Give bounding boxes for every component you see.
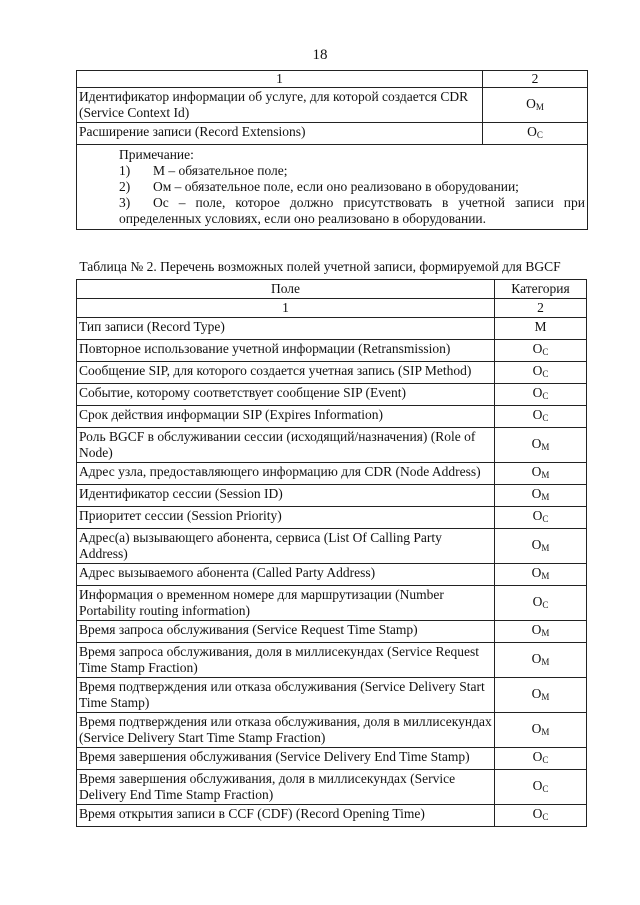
- category-cell: [483, 88, 588, 123]
- column-number-1: 1: [77, 299, 495, 318]
- table-row: [77, 678, 587, 713]
- table-row: [77, 586, 587, 621]
- category-letter: О: [531, 565, 542, 580]
- category-subscript: С: [542, 514, 549, 524]
- category-subscript: С: [542, 599, 549, 610]
- category-cell: [495, 770, 587, 805]
- category-letter: О: [531, 685, 542, 701]
- table-row: [77, 770, 587, 805]
- table-row: [77, 88, 588, 123]
- field-name-cell: Время подтверждения или отказа обслуживания (Service Delivery Start Time Stamp): [77, 678, 495, 713]
- category-letter: О: [532, 407, 543, 422]
- column-number-row: [77, 71, 588, 88]
- field-name-cell: Тип записи (Record Type): [77, 318, 495, 340]
- field-name-cell: Идентификатор сессии (Session ID): [77, 485, 495, 507]
- field-name-cell: Приоритет сессии (Session Priority): [77, 507, 495, 529]
- category-subscript: С: [542, 391, 549, 401]
- note-item-text: Ос – поле, которое должно присутствовать в учетной записи при определенных условиях, если оно реализовано в оборудовании.: [119, 195, 585, 226]
- table-row: [77, 340, 587, 362]
- column-number-2: 2: [495, 299, 587, 318]
- field-name-cell: Событие, которому соответствует сообщение SIP (Event): [77, 384, 495, 406]
- table-row: [77, 748, 587, 770]
- category-letter: О: [532, 749, 543, 764]
- column-number-row: [77, 299, 587, 318]
- table-row: [77, 564, 587, 586]
- category-cell: [495, 643, 587, 678]
- category-cell: [495, 529, 587, 564]
- category-cell: [495, 621, 587, 643]
- fields-table-continued: [76, 70, 588, 230]
- category-letter: О: [531, 486, 542, 501]
- column-number-2: 2: [483, 71, 588, 88]
- page-number: 18: [312, 47, 328, 63]
- category-cell: [495, 340, 587, 362]
- category-subscript: С: [542, 413, 549, 423]
- category-subscript: М: [541, 441, 550, 452]
- category-subscript: М: [535, 101, 544, 112]
- note-item-number: 1): [119, 163, 131, 178]
- category-cell: [495, 463, 587, 485]
- note-row: [77, 145, 588, 230]
- field-name-cell: Срок действия информации SIP (Expires Information): [77, 406, 495, 428]
- category-subscript: С: [542, 755, 549, 765]
- field-name-cell: Сообщение SIP, для которого создается учетная запись (SIP Method): [77, 362, 495, 384]
- note-item-text: М – обязательное поле;: [153, 163, 288, 178]
- note-heading: Примечание:: [119, 147, 194, 162]
- table-row: [77, 507, 587, 529]
- category-letter: О: [532, 806, 543, 821]
- table-row: [77, 428, 587, 463]
- field-name-cell: Адрес узла, предоставляющего информацию для CDR (Node Address): [77, 463, 495, 485]
- category-cell: [495, 485, 587, 507]
- category-letter: О: [531, 622, 542, 637]
- category-subscript: М: [541, 691, 550, 702]
- note-item: [81, 179, 585, 195]
- category-letter: О: [527, 124, 537, 139]
- category-letter: О: [532, 385, 543, 400]
- note-item-number: 3): [119, 195, 131, 210]
- field-name-cell: Время запроса обслуживания (Service Request Time Stamp): [77, 621, 495, 643]
- category-cell: [495, 406, 587, 428]
- field-name-cell: Адрес вызываемого абонента (Called Party Address): [77, 564, 495, 586]
- table-row: [77, 643, 587, 678]
- field-name-cell: Информация о временном номере для маршрутизации (Number Portability routing information): [77, 586, 495, 621]
- category-subscript: М: [541, 571, 550, 581]
- category-subscript: М: [541, 542, 550, 553]
- table-row: [77, 805, 587, 827]
- category-subscript: М: [541, 656, 550, 667]
- field-name-cell: Время открытия записи в CCF (CDF) (Record Opening Time): [77, 805, 495, 827]
- category-letter: О: [531, 650, 542, 666]
- table-row: [77, 621, 587, 643]
- field-name-cell: Роль BGCF в обслуживании сессии (исходящий/назначения) (Role of Node): [77, 428, 495, 463]
- category-subscript: С: [542, 369, 549, 379]
- category-subscript: С: [542, 347, 549, 357]
- field-name-cell: Время запроса обслуживания, доля в миллисекундах (Service Request Time Stamp Fraction): [77, 643, 495, 678]
- table-row: [77, 384, 587, 406]
- category-cell: [495, 428, 587, 463]
- field-name-cell: Расширение записи (Record Extensions): [77, 123, 483, 145]
- table-row: [77, 123, 588, 145]
- header-row: [77, 280, 587, 299]
- category-letter: О: [531, 536, 542, 552]
- table-row: [77, 406, 587, 428]
- category-letter: О: [531, 435, 542, 451]
- table-row: [77, 463, 587, 485]
- bgcf-fields-table: [76, 279, 587, 827]
- category-cell: [495, 362, 587, 384]
- category-cell: [495, 678, 587, 713]
- category-cell: [495, 805, 587, 827]
- category-subscript: М: [541, 492, 550, 502]
- table-row: [77, 529, 587, 564]
- note-item-number: 2): [119, 179, 131, 194]
- category-cell: [483, 123, 588, 145]
- category-letter: О: [531, 720, 542, 736]
- category-subscript: М: [541, 726, 550, 737]
- note-item-text: Ом – обязательное поле, если оно реализовано в оборудовании;: [153, 179, 519, 194]
- category-letter: О: [531, 464, 542, 479]
- field-name-cell: Повторное использование учетной информации (Retransmission): [77, 340, 495, 362]
- category-letter: О: [526, 95, 536, 111]
- field-name-cell: Время подтверждения или отказа обслуживания, доля в миллисекундах (Service Delivery Start Time Stamp Fraction): [77, 713, 495, 748]
- category-letter: О: [532, 593, 543, 609]
- category-subscript: С: [542, 812, 549, 822]
- table-2-title: Таблица № 2. Перечень возможных полей учетной записи, формируемой для BGCF: [79, 259, 561, 274]
- category-letter: О: [532, 363, 543, 378]
- category-letter: О: [532, 508, 543, 523]
- note-item: [81, 195, 585, 227]
- category-cell: [495, 318, 587, 340]
- category-subscript: М: [541, 628, 550, 638]
- table-row: [77, 713, 587, 748]
- category-subscript: С: [536, 130, 543, 140]
- table-row: [77, 318, 587, 340]
- category-subscript: С: [542, 783, 549, 794]
- header-field: Поле: [77, 280, 495, 299]
- category-cell: [495, 748, 587, 770]
- field-name-cell: Адрес(а) вызывающего абонента, сервиса (List Of Calling Party Address): [77, 529, 495, 564]
- category-cell: [495, 713, 587, 748]
- category-cell: [495, 384, 587, 406]
- field-name-cell: Время завершения обслуживания, доля в миллисекундах (Service Delivery End Time Stamp Fraction): [77, 770, 495, 805]
- table-row: [77, 362, 587, 384]
- category-subscript: М: [541, 470, 550, 480]
- table-row: [77, 485, 587, 507]
- field-name-cell: Идентификатор информации об услуге, для которой создается CDR (Service Context Id): [77, 88, 483, 123]
- field-name-cell: Время завершения обслуживания (Service Delivery End Time Stamp): [77, 748, 495, 770]
- category-cell: [495, 586, 587, 621]
- category-letter: О: [532, 777, 543, 793]
- note-cell: [77, 145, 588, 230]
- note-item: [81, 163, 585, 179]
- category-cell: [495, 507, 587, 529]
- category-cell: [495, 564, 587, 586]
- category-letter: О: [532, 341, 543, 356]
- category-letter: М: [534, 319, 547, 334]
- header-category: Категория: [495, 280, 587, 299]
- column-number-1: 1: [77, 71, 483, 88]
